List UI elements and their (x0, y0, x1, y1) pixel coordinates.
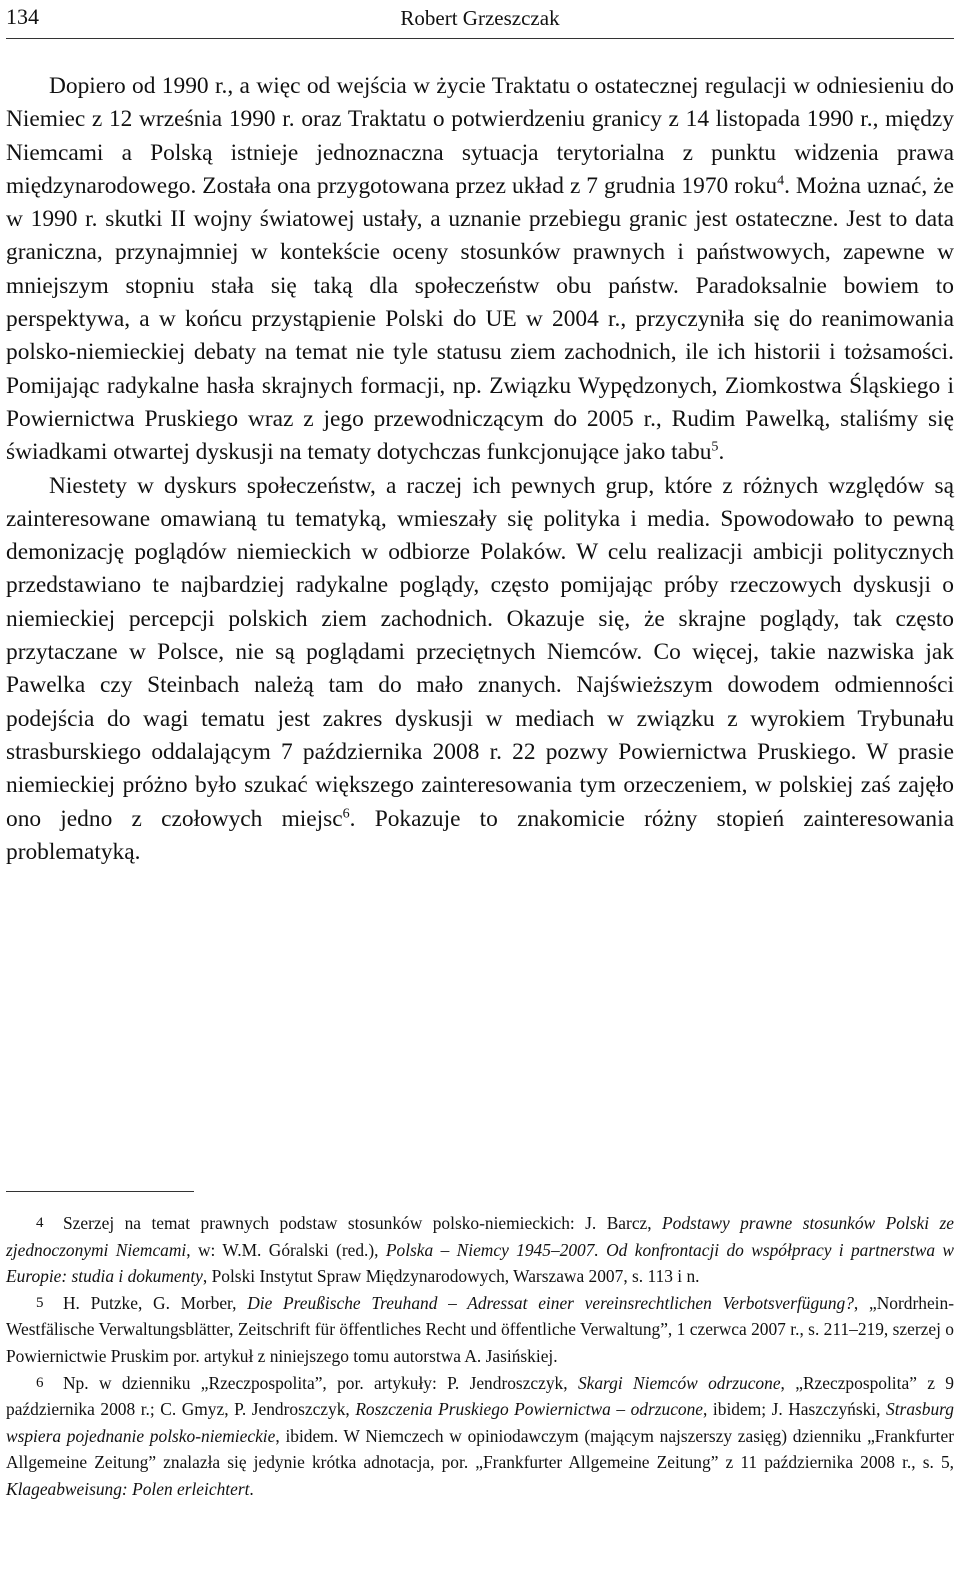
footnote-6-title-b: Roszczenia Pruskiego Powiernictwa – odrzucone (355, 1399, 704, 1420)
footnote-6-text-e: . (249, 1478, 254, 1499)
paragraph-1-text-b: . Można uznać, że w 1990 r. skutki II wojny światowej ustały, a uznanie przebiegu granic jest ostateczne. Jest to data graniczna, przynajmniej w kontekście oceny stosunków prawnych i państwowych, zapewne w mniejszym stopniu stała się taką dla społeczeństw obu państw. Paradoksalnie bowiem to perspektywa, a w końcu przystąpienie Polski do UE w 2004 r., przyczyniła się do reanimowania polsko-niemieckiej debaty na temat nie tyle statusu ziem zachodnich, ile ich historii i tożsamości. Pomijając radykalne hasła skrajnych formacji, np. Związku Wypędzonych, Ziomkostwa Śląskiego i Powiernictwa Pruskiego wraz z jego przewodniczącym do 2005 r., Rudim Pawelką, staliśmy się świadkami otwartej dyskusji na tematy dotychczas funkcjonujące jako tabu (6, 172, 954, 466)
footnote-5 (6, 1290, 954, 1370)
footnote-4-text-b: , w: W.M. Góralski (red.), (186, 1239, 386, 1260)
footnote-5-title-a: Die Preußische Treuhand – Adressat einer vereinsrechtlichen Verbotsverfügung? (247, 1292, 854, 1313)
paragraph-1 (6, 70, 954, 470)
footnote-5-number: 5 (36, 1294, 44, 1311)
footnote-4-number: 4 (36, 1215, 44, 1231)
running-head-author: Robert Grzeszczak (400, 6, 560, 30)
paragraph-2-text-a: Niestety w dyskurs społeczeństw, a raczej ich pewnych grup, które z różnych względów są zainteresowane omawianą tu tematyką, wmieszały się polityka i media. Spowodowało to pewną demonizację poglądów niemieckich w odbiorze Polaków. W celu realizacji ambicji politycznych przedstawiano te najbardziej radykalne poglądy, często pomijając próby rzeczowych dyskusji o niemieckiej percepcji polskich ziem zachodnich. Okazuje się, że skrajne poglądy, tak często przytaczane w Polsce, nie są poglądami przeciętnych Niemców. Co więcej, takie nazwiska jak Pawelka czy Steinbach należą tam do mało znanych. Najświeższym dowodem odmienności podejścia do wagi tematu jest zakres dyskusji w mediach w związku z wyrokiem Trybunału strasburskiego oddalającym 7 października 2008 r. 22 pozwy Powiernictwa Pruskiego. W prasie niemieckiej próżno było szukać większego zainteresowania tym orzeczeniem, w polskiej zaś zajęło ono jedno z czołowych miejsc (6, 472, 954, 832)
footnote-4-text-c: , Polski Instytut Spraw Międzynarodowych, Warszawa 2007, s. 113 i n. (202, 1266, 700, 1287)
footnote-separator (6, 1191, 194, 1192)
footnote-6-text-b: , „Rzeczpospolita” z 9 października 2008 r.; C. Gmyz, P. Jendroszczyk, (6, 1372, 954, 1420)
footnote-6-text-d: , ibidem. W Niemczech w opiniodawczym (mającym najszerszy zasięg) dzienniku „Frankfurter Allgemeine Zeitung” znalazła się jedynie krótka adnotacja, por. „Frankfurter Allgemeine Zeitung” z 11 października 2008 r., s. 5, (6, 1425, 954, 1473)
footnote-6-title-d: Klageabweisung: Polen erleichtert (6, 1478, 250, 1499)
paragraph-2-text-b: . Pokazuje to znakomicie różny stopień zainteresowania problematyką. (6, 805, 955, 865)
paragraph-1-text-c: . (718, 439, 725, 466)
footnote-6-text-a: Np. w dzienniku „Rzeczpospolita”, por. artykuły: P. Jendroszczyk, (63, 1372, 578, 1393)
footnote-ref-5[interactable]: 5 (711, 438, 719, 455)
footnotes (6, 1210, 954, 1503)
paragraph-2 (6, 470, 954, 870)
footnote-5-text-b: , „Nordrhein-Westfälische Verwaltungsblätter, Zeitschrift für öffentliches Recht und öffentliche Verwaltung”, 1 czerwca 2007 r., s. 211–219, szerzej o Powiernictwie Pruskim por. artykuł z niniejszego tomu autorstwa A. Jasińskiej. (6, 1292, 954, 1366)
footnote-4-title-a: Podstawy prawne stosunków Polski ze zjednoczonymi Niemcami (6, 1213, 954, 1260)
footnote-6 (6, 1370, 954, 1503)
page-header (6, 2, 954, 32)
footnote-4-title-b: Polska – Niemcy 1945–2007. Od konfrontacji do współpracy i partnerstwa w Europie: studia i dokumenty (6, 1239, 955, 1287)
body-text (6, 70, 954, 869)
paragraph-1-text-a: Dopiero od 1990 r., a więc od wejścia w życie Traktatu o ostatecznej regulacji w odniesieniu do Niemiec z 12 września 1990 r. oraz Traktatu o potwierdzeniu granicy z 14 listopada 1990 r., między Niemcami a Polską istnieje jednoznaczna sytuacja terytorialna z punktu widzenia prawa międzynarodowego. Została ona przygotowana przez układ z 7 grudnia 1970 roku (6, 73, 954, 199)
footnote-4 (6, 1210, 954, 1290)
footnote-6-number: 6 (36, 1374, 44, 1391)
footnote-ref-4[interactable]: 4 (777, 172, 785, 189)
footnote-6-title-c: Strasburg wspiera pojednanie polsko-niemieckie (6, 1399, 954, 1446)
footnote-5-text-a: H. Putzke, G. Morber, (63, 1292, 248, 1313)
header-rule (6, 38, 954, 39)
footnote-6-text-c: , ibidem; J. Haszczyński, (703, 1399, 887, 1420)
footnote-4-text-a: Szerzej na temat prawnych podstaw stosunków polsko-niemieckich: J. Barcz, (63, 1213, 663, 1233)
page-number: 134 (6, 4, 39, 29)
footnote-6-title-a: Skargi Niemców odrzucone (577, 1372, 781, 1393)
footnote-ref-6[interactable]: 6 (342, 805, 350, 822)
